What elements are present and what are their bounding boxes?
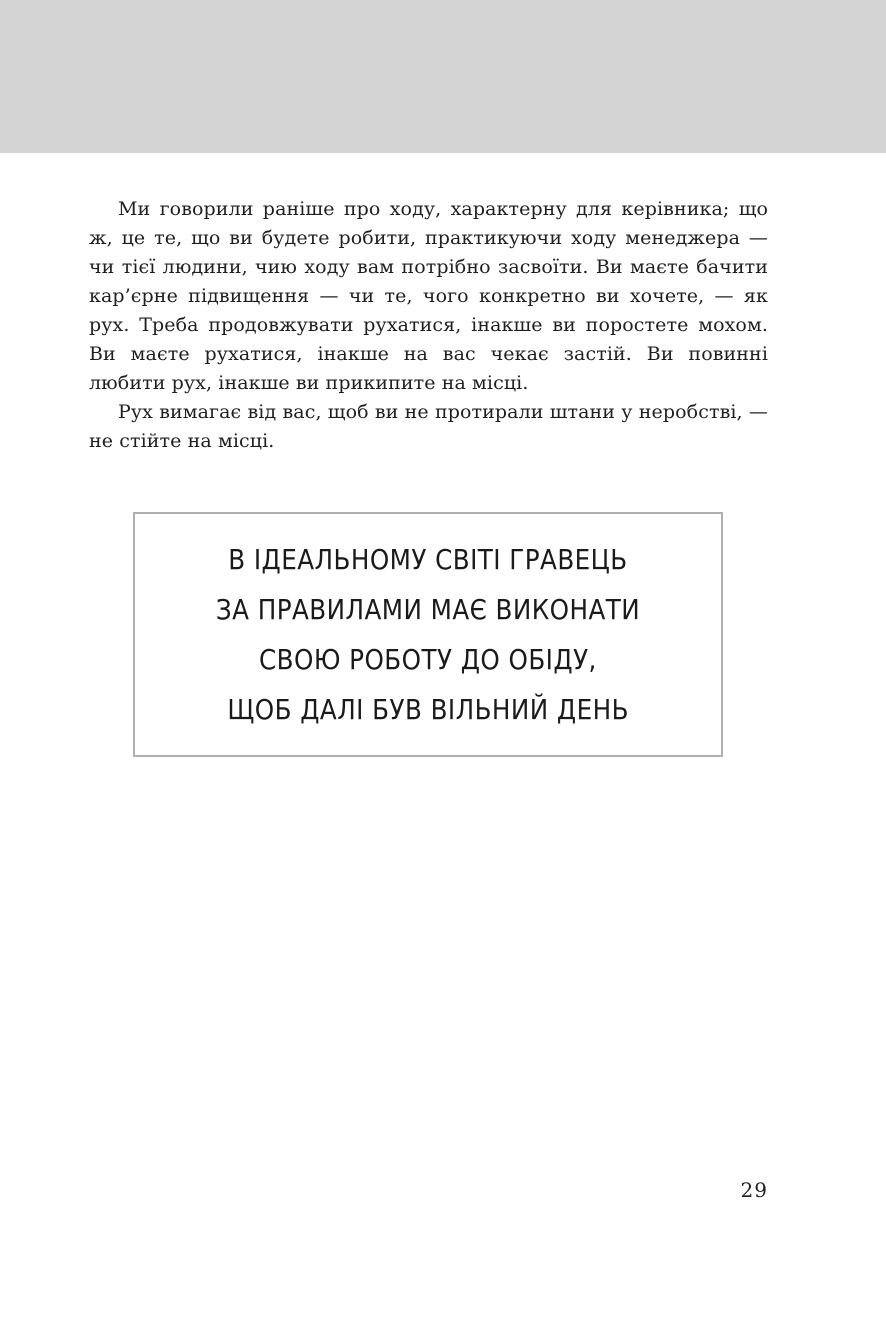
pull-quote-line-4: ЩОБ ДАЛІ БУВ ВІЛЬНИЙ ДЕНЬ (227, 692, 629, 726)
header-band (0, 0, 886, 153)
page-number: 29 (740, 1178, 768, 1202)
pull-quote-line-3: СВОЮ РОБОТУ ДО ОБІДУ, (259, 642, 597, 676)
paragraph-1: Ми говорили раніше про ходу, характерну для керівника; що ж, це те, що ви будете робити, практикуючи ходу менеджера — чи тієї людини, чию ходу вам потрібно засвоїти. Ви маєте бачити кар’єрне підвищення — чи те, чого конкретно ви хочете, — як рух. Треба продовжувати рухатися, інакше ви поростете мохом. Ви маєте рухатися, інакше на вас чекає застій. Ви повинні любити рух, інакше ви прикипите на місці. (89, 198, 768, 394)
pull-quote-box (133, 512, 723, 757)
paragraph-2: Рух вимагає від вас, щоб ви не протирали штани у неробстві, — не стійте на місці. (89, 401, 768, 452)
pull-quote-line-2: ЗА ПРАВИЛАМИ МАЄ ВИКОНАТИ (215, 592, 641, 626)
pull-quote-line-1: В ІДЕАЛЬНОМУ СВІТІ ГРАВЕЦЬ (228, 542, 628, 576)
body-text (89, 195, 768, 456)
